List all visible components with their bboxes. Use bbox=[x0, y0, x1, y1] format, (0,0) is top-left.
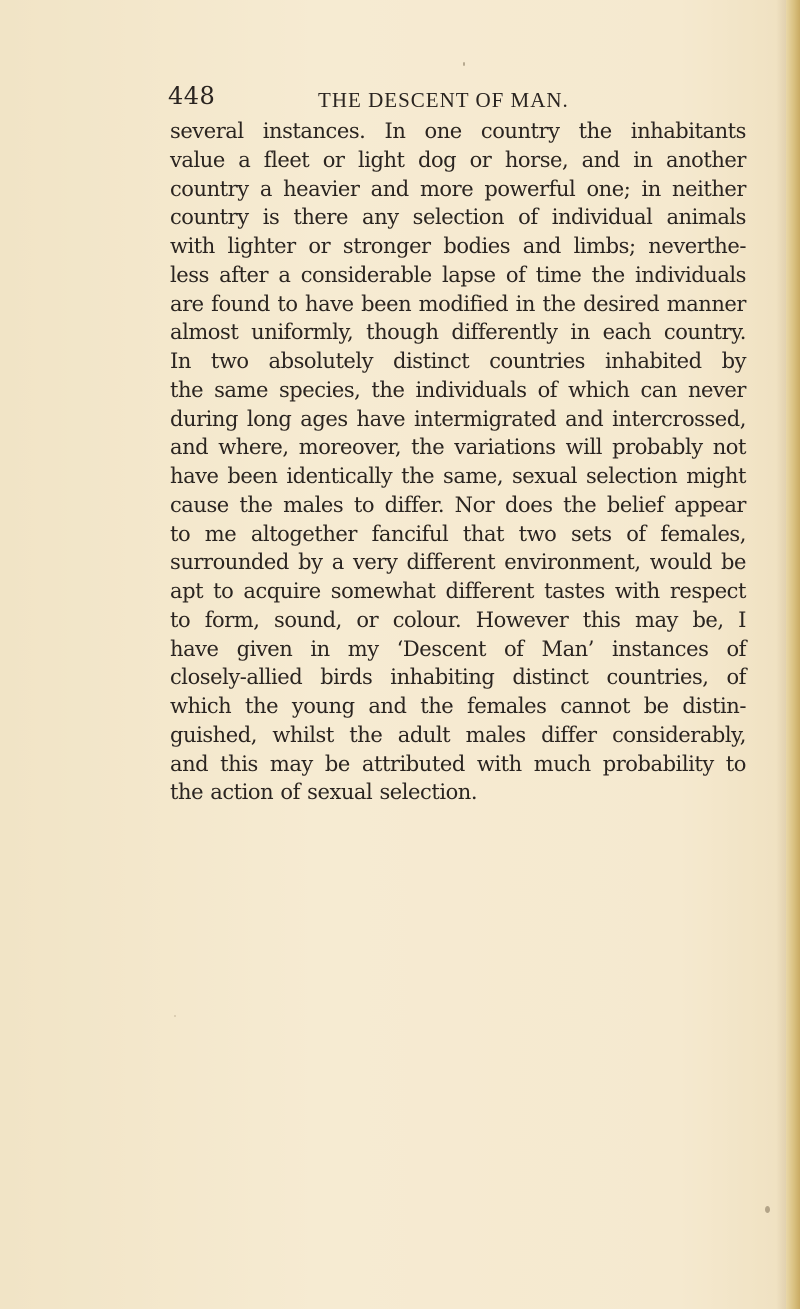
text-line: which the young and the females cannot be distin- bbox=[170, 694, 746, 718]
text-line: have given in my ‘Descent of Man’ instances of bbox=[170, 636, 746, 661]
text-line: In two absolutely distinct countries inhabited by bbox=[170, 349, 746, 373]
text-line: to me altogether fanciful that two sets of females, bbox=[170, 521, 746, 546]
gutter-shadow bbox=[776, 0, 786, 1309]
text-line: several instances. In one country the inhabitants bbox=[170, 119, 746, 143]
text-line: apt to acquire somewhat different tastes with respect bbox=[170, 579, 746, 603]
paper-speck bbox=[765, 1206, 770, 1213]
text-line: country is there any selection of individual animals bbox=[170, 205, 746, 230]
body-text bbox=[170, 117, 746, 807]
running-head: THE DESCENT OF MAN. bbox=[318, 88, 569, 112]
text-line: to form, sound, or colour. However this may be, I bbox=[170, 607, 746, 632]
paper-speck bbox=[174, 1015, 176, 1017]
text-line: guished, whilst the adult males differ considerably, bbox=[170, 722, 746, 747]
text-line: value a fleet or light dog or horse, and in another bbox=[170, 147, 746, 172]
text-line: and this may be attributed with much probability to bbox=[170, 751, 746, 776]
text-line: are found to have been modified in the desired manner bbox=[170, 291, 746, 316]
text-line: with lighter or stronger bodies and limbs; neverthe- bbox=[170, 234, 746, 258]
text-line: country a heavier and more powerful one; in neither bbox=[170, 176, 746, 201]
text-line: have been identically the same, sexual selection might bbox=[170, 464, 746, 488]
paper-speck bbox=[463, 62, 465, 66]
text-line: during long ages have intermigrated and intercrossed, bbox=[170, 406, 746, 431]
text-line: surrounded by a very different environment, would be bbox=[170, 550, 746, 575]
text-line: closely-allied birds inhabiting distinct countries, of bbox=[170, 665, 746, 690]
text-line: the same species, the individuals of which can never bbox=[170, 377, 746, 402]
text-line: almost uniformly, though differently in each country. bbox=[170, 320, 746, 345]
page-binding-edge bbox=[786, 0, 800, 1309]
text-line: cause the males to differ. Nor does the belief appear bbox=[170, 492, 746, 517]
text-line: less after a considerable lapse of time the individuals bbox=[170, 262, 746, 287]
text-line: the action of sexual selection. bbox=[170, 780, 478, 805]
text-line: and where, moreover, the variations will probably not bbox=[170, 435, 746, 460]
page-number: 448 bbox=[168, 82, 216, 110]
